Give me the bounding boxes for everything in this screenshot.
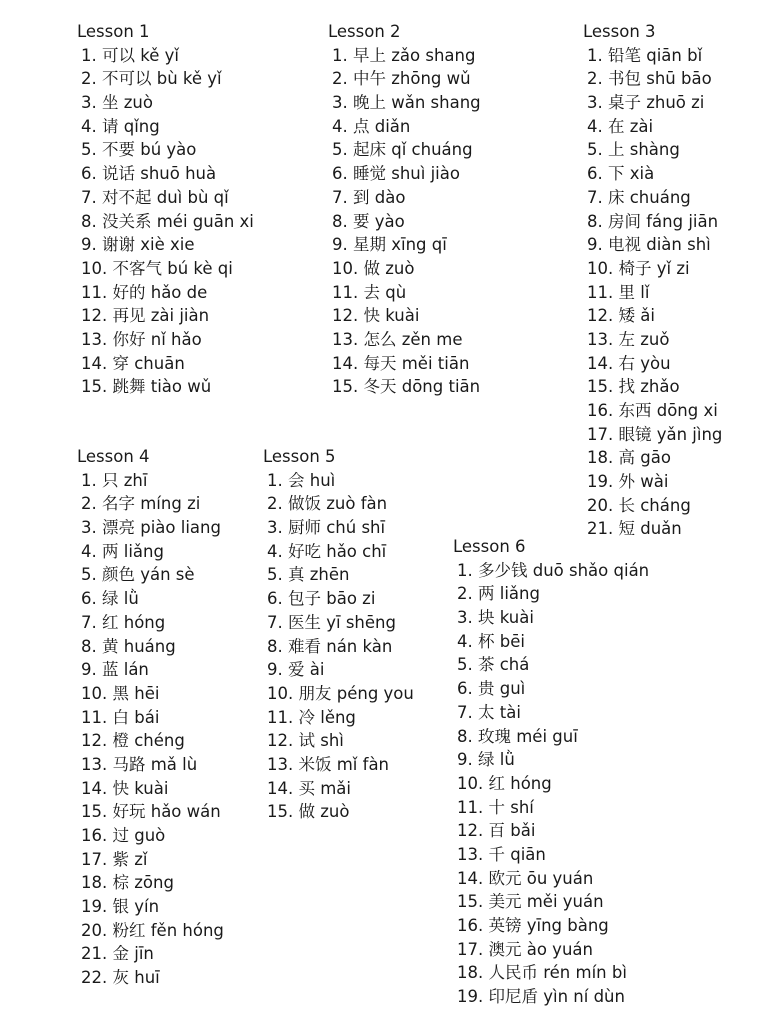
vocab-item: 13. 米饭 mǐ fàn <box>267 754 390 774</box>
vocab-item: 11. 去 qù <box>332 282 407 302</box>
vocab-item: 14. 穿 chuān <box>81 353 185 373</box>
vocab-item: 11. 冷 lěng <box>267 707 356 727</box>
vocab-item: 9. 绿 lǜ <box>457 750 515 770</box>
vocab-item: 2. 中午 zhōng wǔ <box>332 69 471 89</box>
vocab-item: 6. 包子 bāo zi <box>267 589 376 609</box>
lesson-6-vocab-list <box>453 559 649 1009</box>
vocab-item: 5. 茶 chá <box>457 655 530 675</box>
vocab-item: 15. 跳舞 tiào wǔ <box>81 377 212 397</box>
vocab-item: 14. 买 mǎi <box>267 778 351 798</box>
vocab-item: 19. 外 wài <box>587 472 669 492</box>
vocab-item: 3. 块 kuài <box>457 608 534 628</box>
vocab-item: 7. 对不起 duì bù qǐ <box>81 187 229 207</box>
vocab-item: 7. 到 dào <box>332 187 406 207</box>
vocab-item: 15. 找 zhǎo <box>587 377 680 397</box>
vocab-item: 2. 做饭 zuò fàn <box>267 494 388 514</box>
vocab-item: 13. 马路 mǎ lù <box>81 754 198 774</box>
vocab-item: 11. 白 bái <box>81 707 160 727</box>
vocab-item: 6. 说话 shuō huà <box>81 164 217 184</box>
vocab-item: 1. 多少钱 duō shǎo qián <box>457 560 650 580</box>
vocab-item: 4. 在 zài <box>587 116 654 136</box>
vocab-item: 6. 绿 lǜ <box>81 589 139 609</box>
vocab-item: 15. 冬天 dōng tiān <box>332 377 481 397</box>
vocab-item: 1. 可以 kě yǐ <box>81 45 179 65</box>
lesson-4-vocab-list <box>77 469 224 990</box>
vocab-item: 10. 黑 hēi <box>81 683 160 703</box>
vocab-item: 1. 铅笔 qiān bǐ <box>587 45 703 65</box>
vocab-item: 9. 蓝 lán <box>81 660 149 680</box>
vocab-item: 7. 床 chuáng <box>587 187 691 207</box>
vocab-item: 13. 左 zuǒ <box>587 329 670 349</box>
vocab-item: 18. 人民币 rén mín bì <box>457 963 627 983</box>
lesson-3-vocab-list <box>583 44 722 541</box>
vocab-item: 20. 长 cháng <box>587 495 691 515</box>
vocab-item: 5. 真 zhēn <box>267 565 350 585</box>
vocab-item: 14. 快 kuài <box>81 778 169 798</box>
vocab-item: 3. 厨师 chú shī <box>267 518 386 538</box>
lesson-4-title: Lesson 4 <box>77 447 150 466</box>
vocab-item: 19. 印尼盾 yìn ní dùn <box>457 987 625 1007</box>
vocab-item: 9. 电视 diàn shì <box>587 235 711 255</box>
lesson-1-section <box>77 20 254 399</box>
vocab-item: 7. 医生 yī shēng <box>267 612 396 632</box>
vocab-item: 7. 红 hóng <box>81 612 166 632</box>
lesson-6-section <box>453 535 649 1009</box>
vocab-item: 10. 朋友 péng you <box>267 683 414 703</box>
lesson-1-vocab-list <box>77 44 254 399</box>
vocab-item: 18. 棕 zōng <box>81 873 174 893</box>
vocab-item: 12. 橙 chéng <box>81 731 185 751</box>
vocab-item: 4. 杯 bēi <box>457 631 525 651</box>
vocab-item: 21. 短 duǎn <box>587 519 682 539</box>
lesson-2-section <box>328 20 481 399</box>
lesson-5-title: Lesson 5 <box>263 447 336 466</box>
vocab-item: 2. 书包 shū bāo <box>587 69 712 89</box>
vocab-item: 1. 早上 zǎo shang <box>332 45 476 65</box>
vocab-item: 8. 房间 fáng jiān <box>587 211 719 231</box>
vocab-item: 8. 没关系 méi guān xi <box>81 211 254 231</box>
vocab-item: 1. 只 zhī <box>81 470 148 490</box>
lesson-2-title: Lesson 2 <box>328 22 401 41</box>
vocab-item: 14. 每天 měi tiān <box>332 353 470 373</box>
vocab-item: 4. 两 liǎng <box>81 541 164 561</box>
vocab-item: 5. 不要 bú yào <box>81 140 197 160</box>
vocab-item: 10. 红 hóng <box>457 773 552 793</box>
vocab-item: 5. 起床 qǐ chuáng <box>332 140 473 160</box>
vocab-item: 12. 百 bǎi <box>457 821 536 841</box>
vocab-item: 12. 矮 ǎi <box>587 306 655 326</box>
vocab-item: 6. 睡觉 shuì jiào <box>332 164 460 184</box>
vocab-item: 12. 再见 zài jiàn <box>81 306 210 326</box>
vocab-item: 13. 怎么 zěn me <box>332 329 463 349</box>
vocab-item: 6. 下 xià <box>587 164 655 184</box>
vocab-item: 16. 英镑 yīng bàng <box>457 916 609 935</box>
vocab-item: 8. 要 yào <box>332 211 405 231</box>
vocab-item: 17. 紫 zǐ <box>81 849 148 869</box>
vocab-item: 21. 金 jīn <box>81 944 154 964</box>
vocab-item: 2. 不可以 bù kě yǐ <box>81 69 222 89</box>
vocab-item: 17. 眼镜 yǎn jìng <box>587 424 723 444</box>
vocab-item: 11. 里 lǐ <box>587 282 650 302</box>
vocab-item: 16. 东西 dōng xi <box>587 401 718 420</box>
vocab-item: 2. 两 liǎng <box>457 584 540 604</box>
lesson-5-vocab-list <box>263 469 414 824</box>
vocab-item: 19. 银 yín <box>81 897 160 917</box>
lesson-4-section <box>77 445 224 990</box>
vocab-item: 22. 灰 huī <box>81 968 160 988</box>
lesson-3-title: Lesson 3 <box>583 22 656 41</box>
lesson-3-section <box>583 20 722 541</box>
vocab-item: 12. 快 kuài <box>332 306 420 326</box>
vocab-item: 15. 好玩 hǎo wán <box>81 802 221 822</box>
vocab-item: 13. 你好 nǐ hǎo <box>81 329 202 349</box>
vocab-item: 13. 千 qiān <box>457 844 546 864</box>
vocab-item: 9. 谢谢 xiè xie <box>81 235 195 255</box>
vocab-item: 11. 好的 hǎo de <box>81 282 208 302</box>
vocab-item: 3. 晚上 wǎn shang <box>332 93 481 113</box>
vocab-item: 15. 做 zuò <box>267 802 350 822</box>
lesson-1-title: Lesson 1 <box>77 22 150 41</box>
vocab-item: 15. 美元 měi yuán <box>457 892 604 912</box>
vocab-item: 2. 名字 míng zi <box>81 494 201 514</box>
vocab-item: 10. 椅子 yǐ zi <box>587 258 690 278</box>
vocab-item: 6. 贵 guì <box>457 679 526 699</box>
vocab-item: 12. 试 shì <box>267 731 344 751</box>
vocab-item: 1. 会 huì <box>267 470 336 490</box>
vocab-item: 8. 黄 huáng <box>81 636 176 656</box>
vocab-item: 8. 难看 nán kàn <box>267 636 393 656</box>
vocab-item: 9. 星期 xīng qī <box>332 235 447 255</box>
vocab-item: 20. 粉红 fěn hóng <box>81 920 224 940</box>
vocab-item: 10. 做 zuò <box>332 258 415 278</box>
vocab-item: 9. 爱 ài <box>267 660 325 680</box>
vocab-item: 3. 坐 zuò <box>81 93 153 113</box>
vocab-item: 14. 欧元 ōu yuán <box>457 868 594 888</box>
vocab-item: 4. 点 diǎn <box>332 116 411 136</box>
vocab-item: 3. 桌子 zhuō zi <box>587 93 705 113</box>
vocab-item: 5. 颜色 yán sè <box>81 565 195 585</box>
vocab-item: 18. 高 gāo <box>587 448 671 468</box>
vocab-item: 14. 右 yòu <box>587 353 671 373</box>
vocab-item: 5. 上 shàng <box>587 140 680 160</box>
vocab-item: 17. 澳元 ào yuán <box>457 939 593 959</box>
vocab-item: 8. 玫瑰 méi guī <box>457 726 578 746</box>
vocab-item: 4. 好吃 hǎo chī <box>267 541 387 561</box>
vocab-item: 4. 请 qǐng <box>81 116 160 136</box>
lesson-2-vocab-list <box>328 44 481 399</box>
vocab-item: 7. 太 tài <box>457 702 521 722</box>
lesson-5-section <box>263 445 414 824</box>
lesson-6-title: Lesson 6 <box>453 537 526 556</box>
vocab-item: 11. 十 shí <box>457 797 534 817</box>
vocab-item: 3. 漂亮 piào liang <box>81 518 221 538</box>
vocab-item: 10. 不客气 bú kè qi <box>81 258 233 278</box>
vocab-item: 16. 过 guò <box>81 826 166 845</box>
